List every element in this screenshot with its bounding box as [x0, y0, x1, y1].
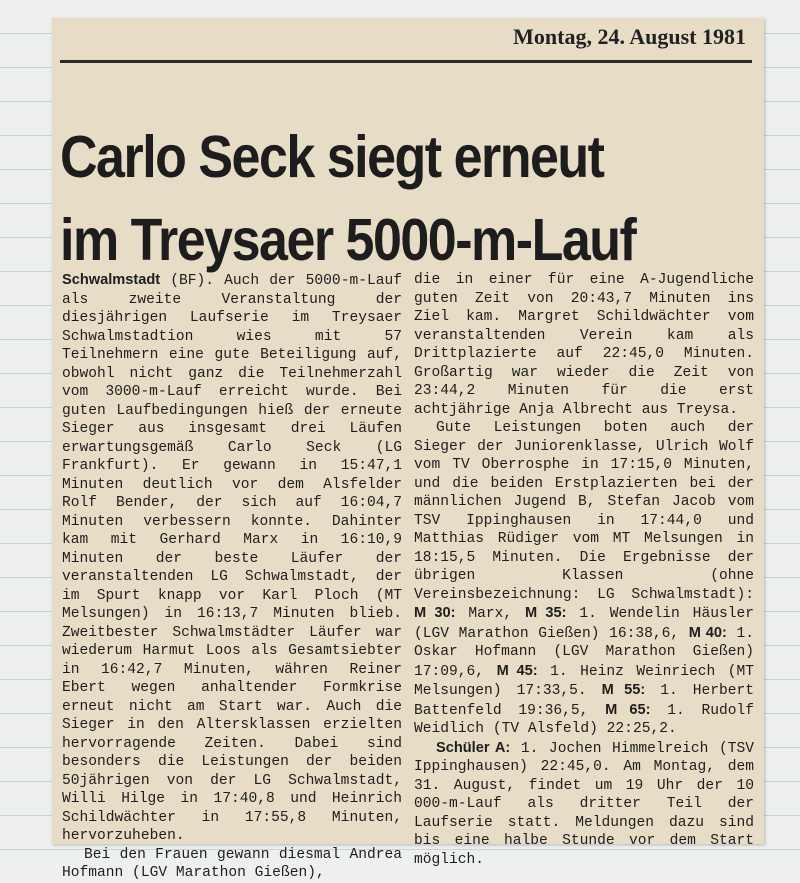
result-text: 1. Rudolf Weidlich (TV Alsfeld) 22:25,2.	[414, 702, 754, 737]
paragraph-results	[414, 419, 754, 739]
paragraph-women: Bei den Frauen gewann diesmal Andrea Hofmann (LGV Marathon Gießen),	[62, 846, 402, 881]
result-text: 1. Herbert Battenfeld 19:36,5,	[414, 683, 754, 719]
paragraph-continued: die in einer für eine A-Jugendliche guten Zeit von 20:43,7 Minuten ins Ziel kam. Margret Schildwächter vom veranstaltenden Verein kam als Drittplazierte auf 22:45,0 Minuten. Großartig war wieder die Zeit von 23:44,2 Minuten für die erst achtjährige Anja Albrecht aus Treysa.	[414, 272, 754, 418]
newspaper-clipping	[52, 18, 764, 881]
dateline-place: Schwalmstadt	[62, 272, 161, 288]
class-m45: M 45:	[496, 662, 538, 679]
result-text: 1. Wendelin Häusler (LGV Marathon Gießen) 16:38,6,	[414, 606, 754, 642]
class-m30: M 30:	[414, 605, 456, 621]
result-text: 1. Heinz Weinriech (MT Melsungen) 17:33,5.	[414, 663, 754, 699]
paragraph-schueler	[414, 739, 754, 870]
schueler-text: 1. Jochen Himmelreich (TSV Ippinghausen) 22:45,0. Am Montag, dem 31. August, findet um 19 Uhr der 10 000-m-Lauf als dritter Teil der Laufserie statt. Meldungen dazu sind bis eine halbe Stunde vor dem Start möglich.	[414, 740, 754, 868]
paragraph-intro	[62, 271, 402, 846]
class-m65: M 65:	[605, 701, 651, 718]
class-schueler-a: Schüler A:	[436, 739, 511, 756]
class-m55: M 55:	[601, 682, 646, 698]
headline-line-2: im Treysaer 5000-m-Lauf	[60, 206, 636, 274]
article-column-left	[62, 271, 402, 883]
article-column-right	[414, 271, 754, 869]
class-m40: M 40:	[688, 624, 727, 641]
headline	[60, 116, 760, 282]
result-text: Marx,	[468, 606, 513, 622]
result-text: 1. Oskar Hofmann (LGV Marathon Gießen) 17:09,6,	[414, 625, 754, 680]
class-m35: M 35:	[525, 605, 567, 621]
headline-line-1: Carlo Seck siegt erneut	[60, 124, 604, 191]
header-rule	[60, 60, 752, 63]
results-text: Gute Leistungen boten auch der Sieger der Juniorenklasse, Ulrich Wolf vom TV Oberrosphe in 17:15,0 Minuten, und die beiden Erstplazierten bei der männlichen Jugend B, Stefan Jacob vom TSV Ippinghausen in 17:44,0 und Matthias Rüdiger vom MT Melsungen in 18:15,5 Minuten. Die Ergebnisse der übrigen Klassen (ohne Vereinsbezeichnung: LG Schwalmstadt):	[414, 420, 754, 603]
paragraph-text: (BF). Auch der 5000-m-Lauf als zweite Veranstaltung der diesjährigen Laufserie im Treysaer Schwalmstadtion wies mit 57 Teilnehmern eine gute Beteiligung auf, obwohl nicht ganz die Teilnehmerzahl vom 3000-m-Lauf erreicht wurde. Bei guten Laufbedingungen hieß der erneute Sieger aus insgesamt drei Läufen erwartungsgemäß Carlo Seck (LG Frankfurt). Er gewann in 15:47,1 Minuten deutlich vor dem Alsfelder Rolf Bender, der sich auf 16:04,7 Minuten verbessern konnte. Dahinter kam mit Gerhard Marx in 16:10,9 Minuten der beste Läufer der veranstaltenden LG Schwalmstadt, der im Spurt knapp vor Karl Ploch (MT Melsungen) in 16:13,7 Minuten blieb. Zweitbester Schwalmstädter Läufer war wiederum Harmut Loos als Gesamtsiebter in 16:42,7 Minuten, währen Reiner Ebert wegen anhaltender Formkrise erneut nicht am Start war. Auch die Sieger in den Altersklassen erzielten hervorragende Zeiten. Dabei sind besonders die Leistungen der beiden 50jährigen von der LG Schwalmstadt, Willi Hilge in 17:40,8 und Heinrich Schildwächter in 17:55,8 Minuten, hervorzuheben.	[62, 273, 402, 844]
publication-date: Montag, 24. August 1981	[513, 24, 746, 49]
